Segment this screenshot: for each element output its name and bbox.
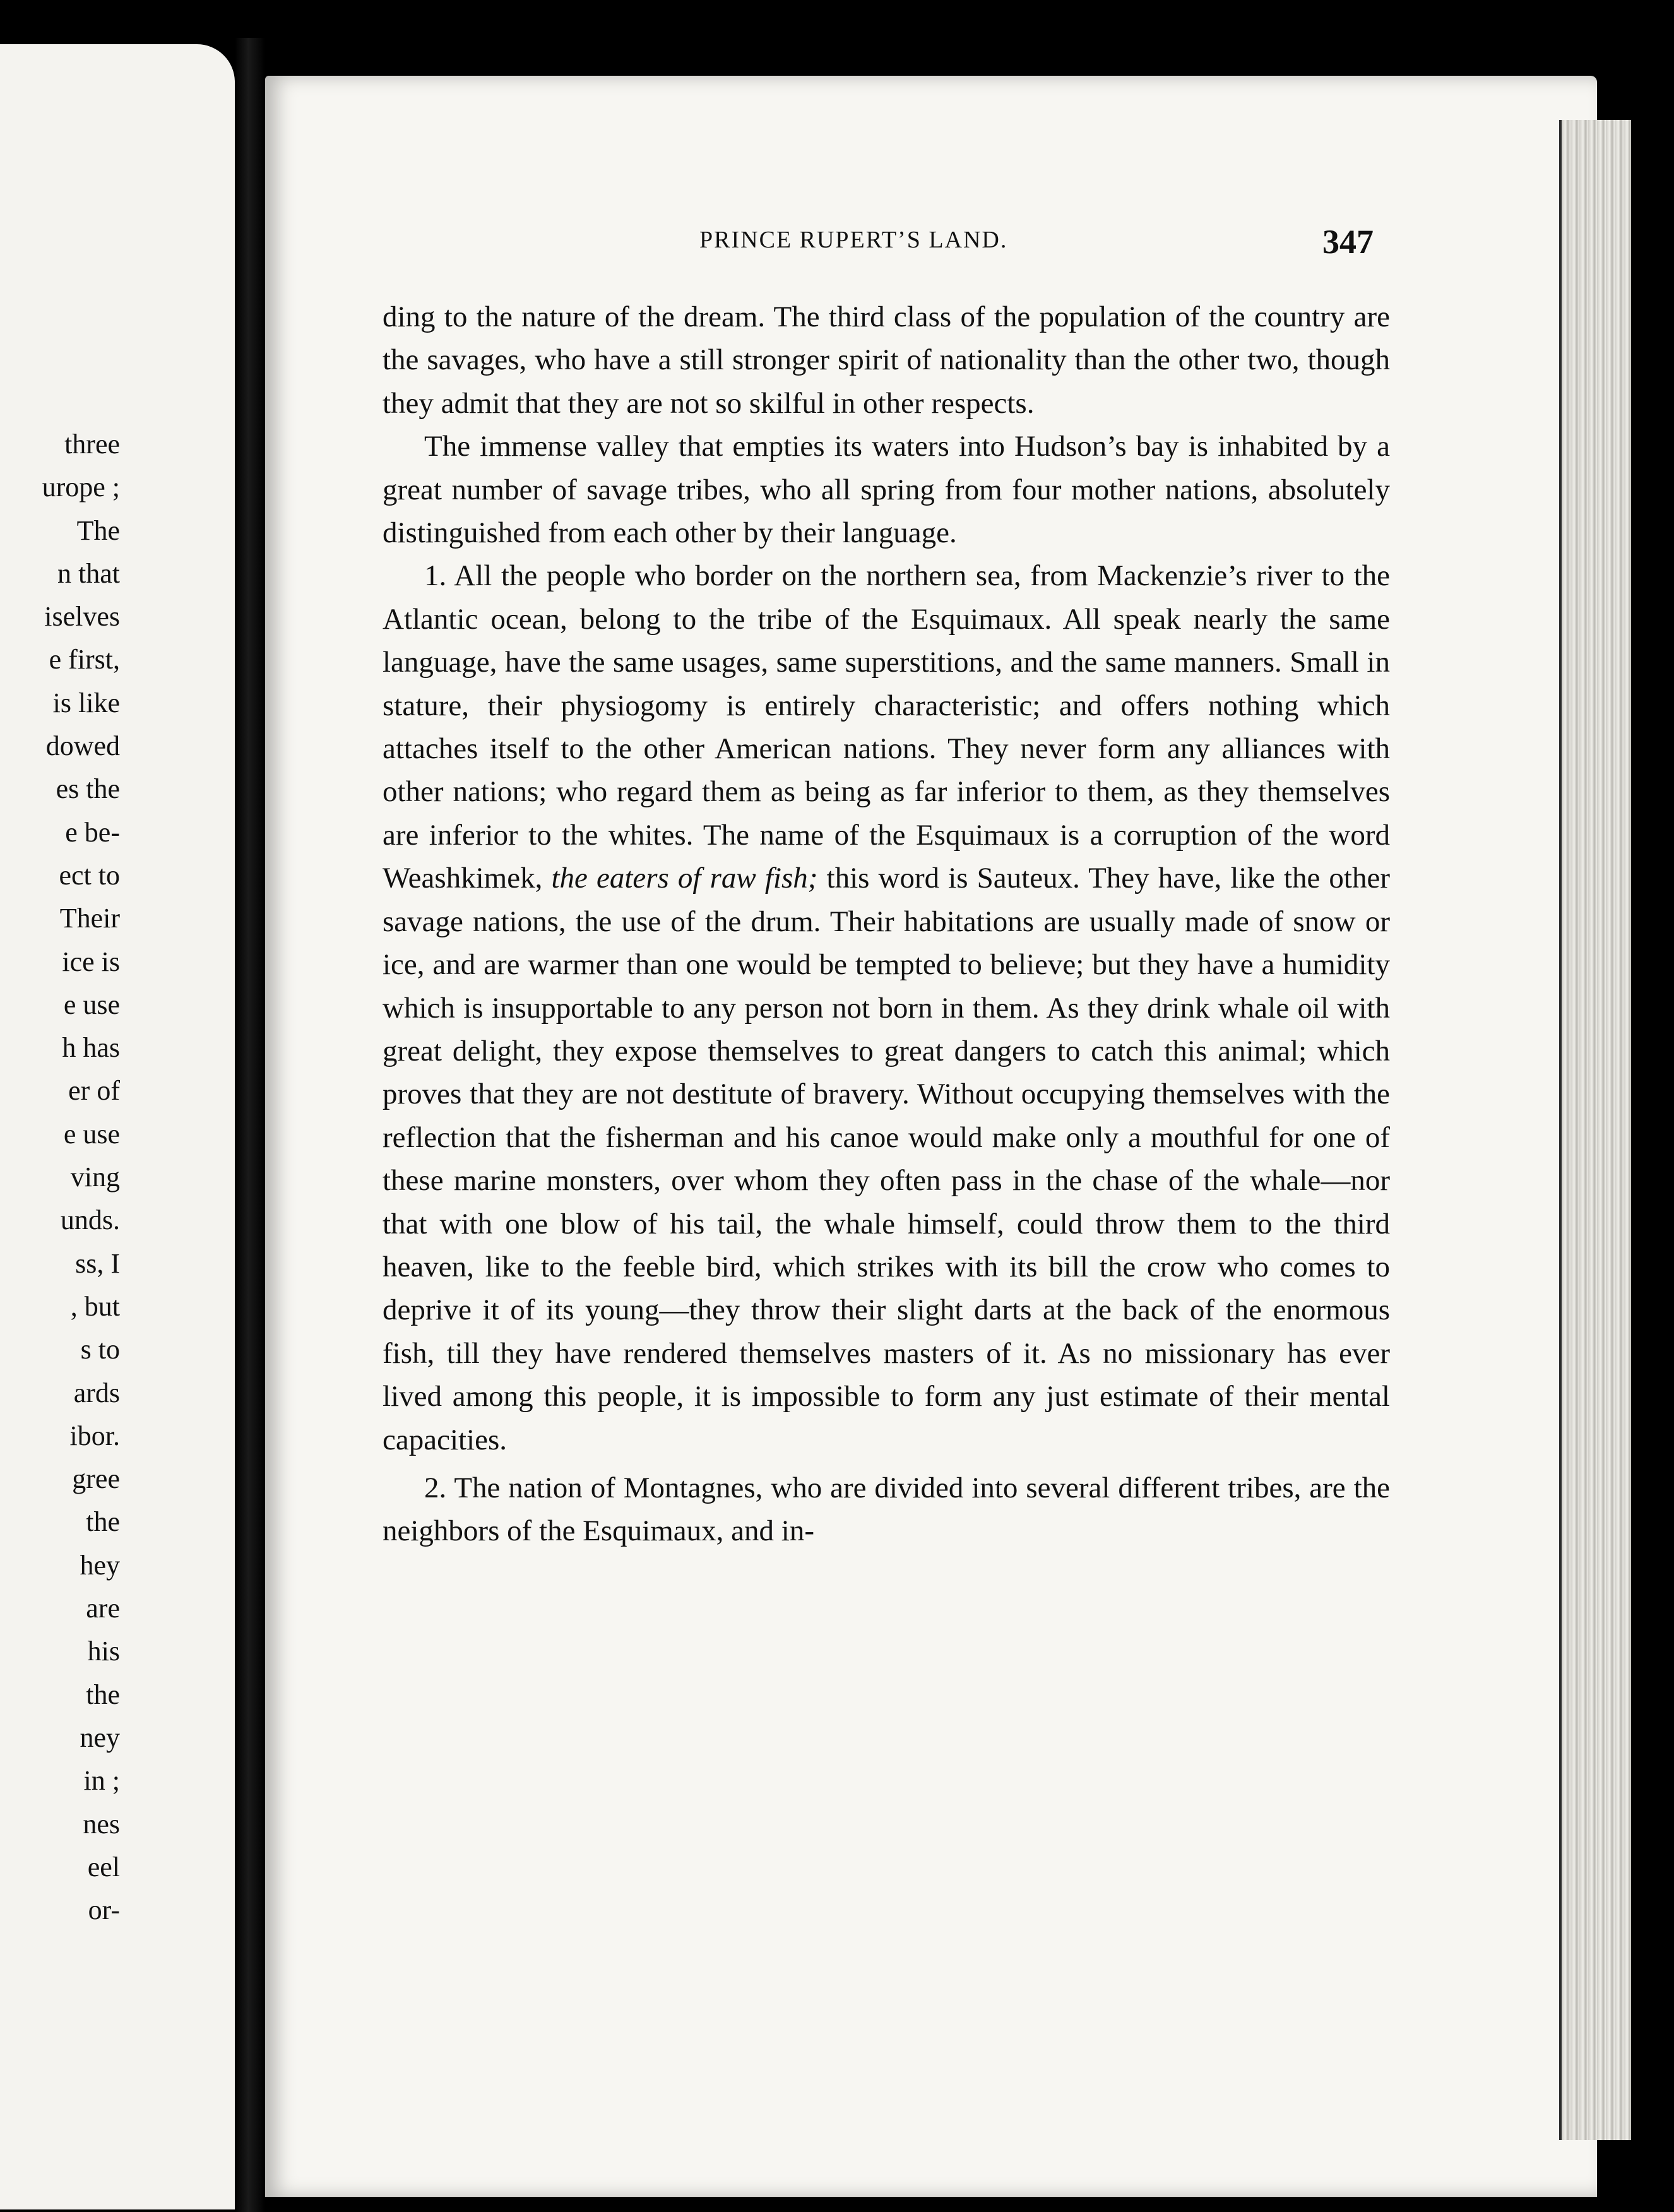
previous-page-line: s to xyxy=(80,1334,120,1365)
previous-page-line: ice is xyxy=(62,946,120,977)
previous-page-line: eel xyxy=(87,1851,120,1882)
previous-page-line: the xyxy=(86,1506,120,1538)
previous-page-line: , but xyxy=(70,1290,120,1322)
previous-page-line: three xyxy=(64,429,120,460)
page-number: 347 xyxy=(1322,223,1374,261)
previous-page-line: in ; xyxy=(83,1765,120,1797)
paragraph: 2. The nation of Montagnes, who are divided into several different tribes, are the neighbors of the Esquimaux, and in- xyxy=(383,1471,1390,1548)
previous-page-line: nes xyxy=(83,1808,120,1840)
previous-page-line: urope ; xyxy=(42,472,120,503)
previous-page-line: n that xyxy=(57,557,120,589)
paragraph xyxy=(383,554,1390,1461)
previous-page-line: hey xyxy=(80,1549,120,1581)
previous-page-line: iselves xyxy=(44,601,120,633)
previous-page-line: h has xyxy=(62,1032,120,1064)
previous-page-line: er of xyxy=(68,1075,120,1107)
book-gutter xyxy=(235,38,265,2212)
previous-page-line: is like xyxy=(52,687,120,718)
page-fore-edge xyxy=(1559,120,1631,2140)
previous-page-line: e first, xyxy=(49,644,120,675)
paragraph: ding to the nature of the dream. The third class of the population of the country are the savages, who have a still stronger spirit of nationality than the other two, though they admit that they are not so skilful in other respects. xyxy=(383,300,1390,420)
previous-page-line: e use xyxy=(63,989,120,1020)
previous-page-line: gree xyxy=(72,1463,120,1495)
paragraph: The immense valley that empties its waters into Hudson’s bay is inhabited by a great number of savage tribes, who all spring from four mother nations, absolutely distinguished from each other by their language. xyxy=(383,430,1390,550)
paragraph-text: this word is Sauteux. They have, like the other savage nations, the use of the drum. Their habitations are usually made of snow or ice, and are warmer than one would be tempted to believe; but they have a humidity which is insupportable to any person not born in them. As they drink whale oil with great delight, they expose themselves to great dangers to catch this animal; which proves that they are not destitute of bravery. Without occupying themselves with the reflection that the fisherman and his canoe would make only a mouthful for one of these marine monsters, over whom they often pass in the chase of the whale—nor that with one blow of his tail, the whale himself, could throw them to the third heaven, like to the feeble bird, which strikes with its bill the crow who comes to deprive it of its young—they throw their slight darts at the back of the enormous fish, till they have rendered themselves masters of it. As no missionary has ever lived among this people, it is impossible to form any just estimate of their mental capacities. xyxy=(383,862,1391,1456)
previous-page-line: ibor. xyxy=(69,1420,120,1451)
previous-page-line: ney xyxy=(80,1721,120,1753)
paragraph-text: 1. All the people who border on the northern sea, from Mackenzie’s river to the Atlantic ocean, belong to the tribe of the Esquimaux. All speak nearly the same language, have the same usages, same superstitions, and the same manners. Small in stature, their physiogomy is entirely characteristic; and offers nothing which attaches itself to the other American nations. They never form any alliances with other nations; who regard them as being as far inferior to them, as they themselves are inferior to the whites. The name of the Esquimaux is a corruption of the word Weashkimek, xyxy=(383,559,1390,895)
previous-page-line: The xyxy=(76,514,120,546)
previous-page-line: are xyxy=(86,1593,120,1624)
previous-page-line: or- xyxy=(88,1894,120,1926)
previous-page-line: e be- xyxy=(65,816,120,848)
previous-page-line: Their xyxy=(59,903,120,934)
page-body xyxy=(383,295,1390,1553)
previous-page-line: ving xyxy=(70,1162,120,1193)
running-header: PRINCE RUPERT’S LAND. xyxy=(699,227,1008,253)
previous-page-line: ect to xyxy=(59,859,120,891)
previous-page-line: his xyxy=(87,1636,120,1667)
previous-page-line: ss, I xyxy=(75,1247,120,1279)
previous-page-text xyxy=(0,423,120,1932)
previous-page-line: the xyxy=(86,1679,120,1710)
previous-page-line: es the xyxy=(56,773,120,805)
previous-page-line: e use xyxy=(63,1118,120,1150)
previous-page-line: dowed xyxy=(45,730,120,762)
previous-page-line: ards xyxy=(73,1377,120,1408)
italic-phrase: the eaters of raw fish; xyxy=(551,862,818,895)
previous-page xyxy=(0,44,235,2209)
previous-page-line: unds. xyxy=(60,1204,120,1236)
